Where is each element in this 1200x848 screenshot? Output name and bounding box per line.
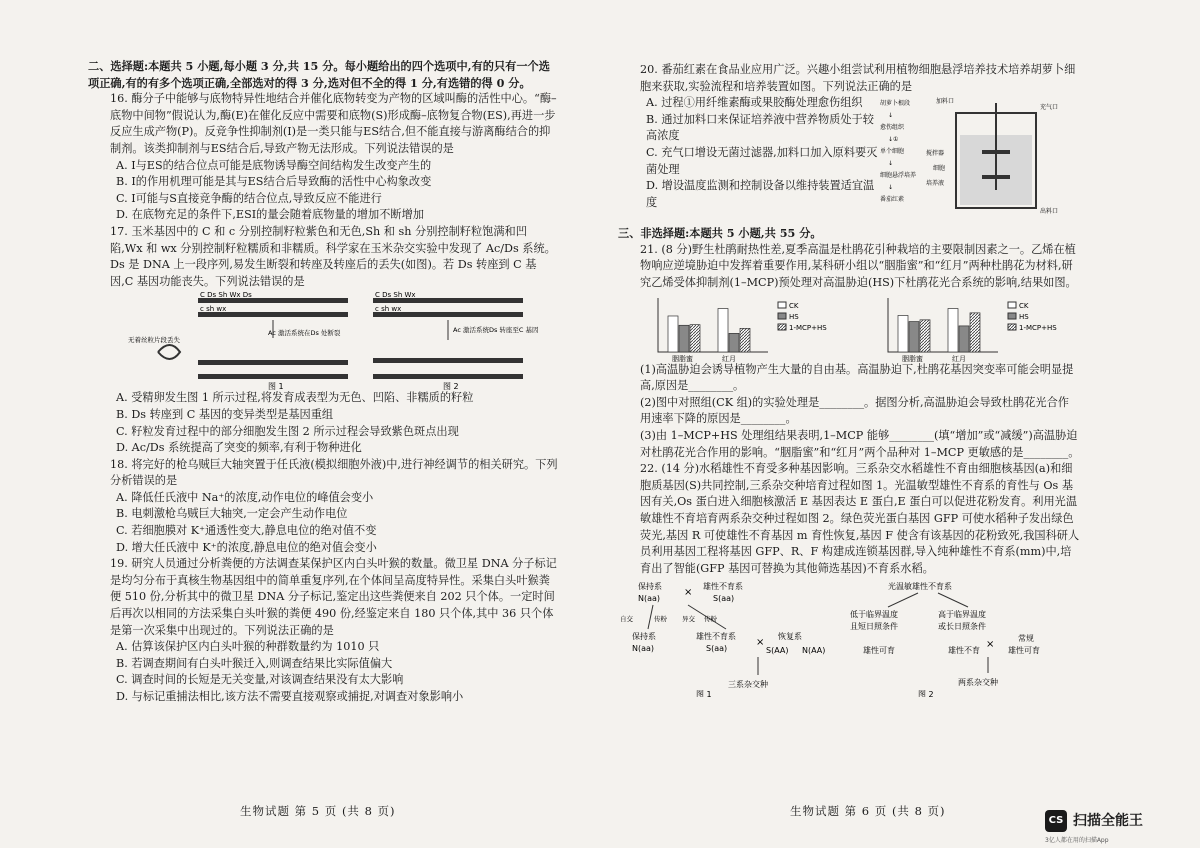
f1-g2: S(AA) (766, 646, 789, 656)
q21-charts (618, 292, 1080, 362)
section-header: 二、选择题:本题共 5 小题,每小题 3 分,共 15 分。每小题给出的四个选项中,有的只有一个选项正确,有的有多个选项正确,全部选对的得 3 分,选对但不全的得 1 分,有选错的得 0 分。 (88, 59, 550, 90)
bar-HS-红月 (959, 325, 969, 351)
q19-option-d: D. 与标记重捕法相比,该方法不需要直接观察或捕捉,对调查对象影响小 (116, 690, 464, 703)
f2-top: 光温敏雄性不育系 (888, 582, 952, 592)
fig-top-left: C Ds Sh Wx Ds (200, 291, 252, 300)
f2-r1: 高于临界温度 (938, 610, 986, 620)
q18-option-a: A. 降低任氏液中 Na⁺的浓度,动作电位的峰值会变小 (116, 490, 374, 504)
q19-option-c: C. 调查时间的长短是无关变量,对该调查结果没有太大影响 (116, 673, 404, 687)
f1-f2: S(aa) (706, 644, 728, 654)
bar-1-MCP+HS-胭脂蜜 (690, 324, 700, 351)
hybrid-breeding-diagram (618, 577, 1080, 697)
flow-7: ↓ (888, 184, 894, 192)
bar-CK-胭脂蜜 (898, 315, 908, 352)
q18-option-d: D. 增大任氏液中 K⁺的浓度,静息电位的绝对值会变小 (116, 540, 377, 554)
f2-c1: 常规 (1018, 634, 1034, 644)
f2-label: 图 2 (918, 690, 934, 698)
bar-HS-红月 (729, 333, 739, 352)
section3-header: 三、非选择题:本题共 5 小题,共 55 分。 (618, 226, 822, 241)
legend-label: CK (1019, 301, 1029, 310)
f1-a2: N(aa) (638, 594, 661, 604)
f2-c2: 雄性可育 (1008, 646, 1040, 656)
f2-l1: 低于临界温度 (850, 610, 898, 620)
legend-label: 1-MCP+HS (789, 323, 827, 332)
bar-CK-红月 (948, 308, 958, 351)
q18-option-c: C. 若细胞膜对 K⁺通透性变大,静息电位的绝对值不变 (116, 524, 377, 538)
q20-stem: 20. 番茄红素在食品业应用广泛。兴趣小组尝试利用植物细胞悬浮培养技术培养胡萝卜细胞来获取,实验流程和培养装置如图。下列说法正确的是 (640, 63, 1076, 93)
q21-sub3: (3)由 1–MCP+HS 处理组结果表明,1–MCP 能够________(填“增加”或“减缓”)高温胁迫对杜鹃花光合作用的影响。“胭脂蜜”和“红月”两个品种对 1–MCP 更敏感的是________。 (640, 428, 1080, 459)
f1-e2: N(aa) (632, 644, 655, 654)
q19-option-a: A. 估算该保护区内白头叶猴的种群数量约为 1010 只 (116, 640, 380, 654)
flow-3: ↓① (888, 136, 899, 144)
q20-block (618, 95, 1080, 225)
right-page (618, 62, 1080, 697)
camscanner-logo-icon: CS (1045, 810, 1067, 832)
flow-0: 胡萝卜根段 (880, 100, 911, 108)
bar-1-MCP+HS-红月 (740, 328, 750, 352)
right-footer: 生物试题 第 6 页 (共 8 页) (790, 804, 946, 818)
q17-option-c: C. 籽粒发育过程中的部分细胞发生图 2 所示过程会导致紫色斑点出现 (116, 424, 459, 438)
flow-2: 愈伤组织 (880, 124, 905, 132)
photosynthesis-bar-charts (618, 292, 1080, 362)
bar-CK-红月 (718, 308, 728, 351)
device-0: 加料口 (936, 98, 955, 106)
f1-g3: N(AA) (802, 646, 826, 656)
q21-sub1: (1)高温胁迫会诱导植物产生大量的自由基。高温胁迫下,杜鹃花基因突变率可能会明显提高,原因是________。 (640, 362, 1074, 393)
fig-top-right: C Ds Sh Wx (375, 291, 416, 300)
cross-icon: × (684, 587, 693, 599)
legend-swatch (778, 302, 786, 308)
chromosome-figure (88, 290, 558, 390)
q17-option-d: D. Ac/Ds 系统提高了突变的频率,有利于物种进化 (116, 441, 362, 455)
legend-swatch (1008, 302, 1016, 308)
q21-stem: 21. (8 分)野生杜鹃耐热性差,夏季高温是杜鹃花引种栽培的主要限制因素之一。乙烯在植物响应逆境胁迫中发挥着重要作用,某科研小组以“胭脂蜜”和“红月”两种杜鹃花为材料,研究乙烯受体抑制剂(1–MCP)预处理对高温胁迫(HS)下杜鹃花光合系统的影响,结果如图。 (640, 242, 1077, 289)
fig-mid-left: 无着丝粒片段丢失 (128, 336, 180, 345)
q22-stem: 22. (14 分)水稻雄性不育受多种基因影响。三系杂交水稻雄性不育由细胞核基因(a)和细胞质基因(S)共同控制,三系杂交种培育过程如图 1。光温敏型雄性不育系的育性与 Os 基因有关,Os 蛋白进入细胞核激活 E 基因表达 E 蛋白,E 蛋白可以促进花粉发育。利用光温敏雄性不育培育两系杂交种过程如图 2。绿色荧光蛋白基因 GFP 可使水稻种子发出绿色荧光,基因 R 可使雄性不育基因 m 育性恢复,基因 F 使含有该基因的花粉致死,我国科研人员利用基因工程将基因 GFP、R、F 构建成连锁基因群,导入纯种雄性不育系(mm)中,培育出了智能(GFP 基因可替换为其他筛选基因)不育系水稻。 (640, 462, 1080, 575)
fig-top-right2: c sh wx (375, 305, 402, 314)
f2-r2: 或长日照条件 (938, 622, 986, 632)
legend-swatch (778, 313, 786, 319)
device-5: 培养液 (926, 180, 945, 188)
q20-option-a: A. 过程①用纤维素酶或果胶酶处理愈伤组织 (646, 96, 863, 110)
f1-e1: 保持系 (632, 632, 656, 642)
f1-a1: 保持系 (638, 582, 662, 592)
f1-c1: 自交 (620, 615, 633, 624)
fig-mid-right: Ac 激活系统Ds 转座至C 基因 (453, 326, 539, 335)
q17-option-a: A. 受精卵发生图 1 所示过程,将发育成表型为无色、凹陷、非糯质的籽粒 (116, 391, 474, 405)
bar-HS-胭脂蜜 (909, 321, 919, 351)
q17-stem: 17. 玉米基因中的 C 和 c 分别控制籽粒紫色和无色,Sh 和 sh 分别控制籽粒饱满和凹陷,Wx 和 wx 分别控制籽粒糯质和非糯质。科学家在玉米杂交实验中发现了 Ac/Ds 系统。Ds 是 DNA 上一段序列,易发生断裂和转座及转座后的丢失(如图)。若 Ds 转座到 C 基因,C 基因功能丧失。下列说法错误的是 (110, 224, 556, 288)
f2-l3: 雄性可育 (863, 646, 895, 656)
q16-option-c: C. I可能与S直接竞争酶的结合位点,导致反应不能进行 (116, 191, 382, 205)
legend-label: HS (789, 312, 799, 321)
bar-1-MCP+HS-胭脂蜜 (920, 319, 930, 351)
q19-option-b: B. 若调查期间有白头叶猴迁入,则调查结果比实际值偏大 (116, 656, 393, 670)
q17-figure (88, 290, 558, 390)
q18-option-b: B. 电刺激枪乌贼巨大轴突,一定会产生动作电位 (116, 507, 348, 521)
q16-option-d: D. 在底物充足的条件下,ESI的量会随着底物量的增加不断增加 (116, 208, 424, 222)
f1-h: 三系杂交种 (728, 680, 768, 690)
f1-b1: 雄性不育系 (703, 582, 743, 592)
legend-label: HS (1019, 312, 1029, 321)
q16-stem: 16. 酶分子中能够与底物特异性地结合并催化底物转变为产物的区域叫酶的活性中心。“酶–底物中间物”假说认为,酶(E)在催化反应中需要和底物(S)形成酶–底物复合物(ES),再进一步反应生成产物(P)。反竞争性抑制剂(I)是一类只能与ES结合,但不能直接与游离酶结合的抑制剂。该类抑制剂与ES结合后,导致产物无法形成。下列说法错误的是 (110, 92, 557, 155)
f1-d2: 传粉 (704, 615, 717, 624)
bar-CK-胭脂蜜 (668, 316, 678, 352)
flow-4: 单个细胞 (880, 148, 905, 156)
q20-option-c: C. 充气口增设无菌过滤器,加料口加入原料要灭菌处理 (646, 145, 878, 176)
flow-5: ↓ (888, 160, 894, 168)
device-4: 出料口 (1040, 208, 1059, 216)
f2-bottom: 两系杂交种 (958, 678, 998, 688)
fig2-label: 图 2 (443, 382, 459, 391)
fig-mid-left2: Ac 激活系统在Ds 处断裂 (268, 329, 341, 338)
flow-6: 细胞悬浮培养 (880, 172, 917, 180)
bar-HS-胭脂蜜 (679, 325, 689, 352)
f1-f1: 雄性不育系 (696, 632, 736, 642)
legend-swatch (778, 324, 786, 330)
f1-d1: 异交 (682, 615, 695, 624)
q16-option-b: B. I的作用机理可能是其与ES结合后导致酶的活性中心构象改变 (116, 175, 432, 189)
device-3: 细胞 (933, 165, 946, 173)
left-page (88, 58, 558, 706)
q16-option-a: A. I与ES的结合位点可能是底物诱导酶空间结构发生改变产生的 (116, 158, 432, 172)
q19-stem: 19. 研究人员通过分析粪便的方法调查某保护区内白头叶猴的数量。微卫星 DNA 分子标记是均匀分布于真核生物基因组中的简单重复序列,在个体间呈高度特异性。采集白头叶猴粪便 510 份,分析其中的微卫星 DNA 分子标记,鉴定出这些粪便来自 202 只个体。一定时间后再次以相同的方法采集白头叶猴的粪便 490 份,经鉴定来自 180 只个体,其中 36 只个体是第一次采集中出现过的。下列说法正确的是 (110, 557, 557, 637)
q20-option-b: B. 通过加料口来保证培养液中营养物质处于较高浓度 (646, 112, 874, 143)
fig-top-left2: c sh wx (200, 305, 227, 314)
q17-option-b: B. Ds 转座到 C 基因的变异类型是基因重组 (116, 407, 334, 421)
watermark-name: 扫描全能王 (1073, 813, 1143, 829)
f1-c2: 传粉 (654, 615, 667, 624)
fig1-label: 图 1 (268, 382, 284, 391)
q18-stem: 18. 将完好的枪乌贼巨大轴突置于任氏液(模拟细胞外液)中,进行神经调节的相关研究。下列分析错误的是 (110, 457, 558, 488)
f2-r3: 雄性不育 (948, 646, 980, 656)
f1-b2: S(aa) (713, 594, 735, 604)
category-label: 胭脂蜜 (672, 354, 693, 362)
legend-swatch (1008, 313, 1016, 319)
q21-sub2: (2)图中对照组(CK 组)的实验处理是________。据图分析,高温胁迫会导致杜鹃花光合作用速率下降的原因是________。 (640, 395, 1069, 426)
category-label: 红月 (952, 354, 966, 362)
device-2: 搅拌器 (926, 150, 945, 158)
f1-g1: 恢复系 (778, 632, 802, 642)
legend-label: 1-MCP+HS (1019, 323, 1057, 332)
flow-1: ↓ (888, 112, 894, 120)
bar-1-MCP+HS-红月 (970, 312, 980, 351)
f2-l2: 且短日照条件 (850, 622, 898, 632)
camscanner-watermark (1045, 808, 1185, 848)
flow-8: 番茄红素 (880, 196, 905, 204)
legend-label: CK (789, 301, 799, 310)
culture-device-figure (878, 95, 1078, 225)
cross-icon-2: × (756, 637, 765, 649)
legend-swatch (1008, 324, 1016, 330)
category-label: 红月 (722, 354, 736, 362)
f1-label: 图 1 (696, 690, 712, 698)
left-footer: 生物试题 第 5 页 (共 8 页) (240, 804, 396, 818)
q22-figures (618, 577, 1080, 697)
category-label: 胭脂蜜 (902, 354, 923, 362)
watermark-sub: 3亿人都在用的扫描App (1045, 837, 1109, 844)
device-1: 充气口 (1040, 104, 1059, 112)
cross-icon-3: × (986, 639, 995, 651)
q20-option-d: D. 增设温度监测和控制设备以维持装置适宜温度 (646, 179, 875, 209)
